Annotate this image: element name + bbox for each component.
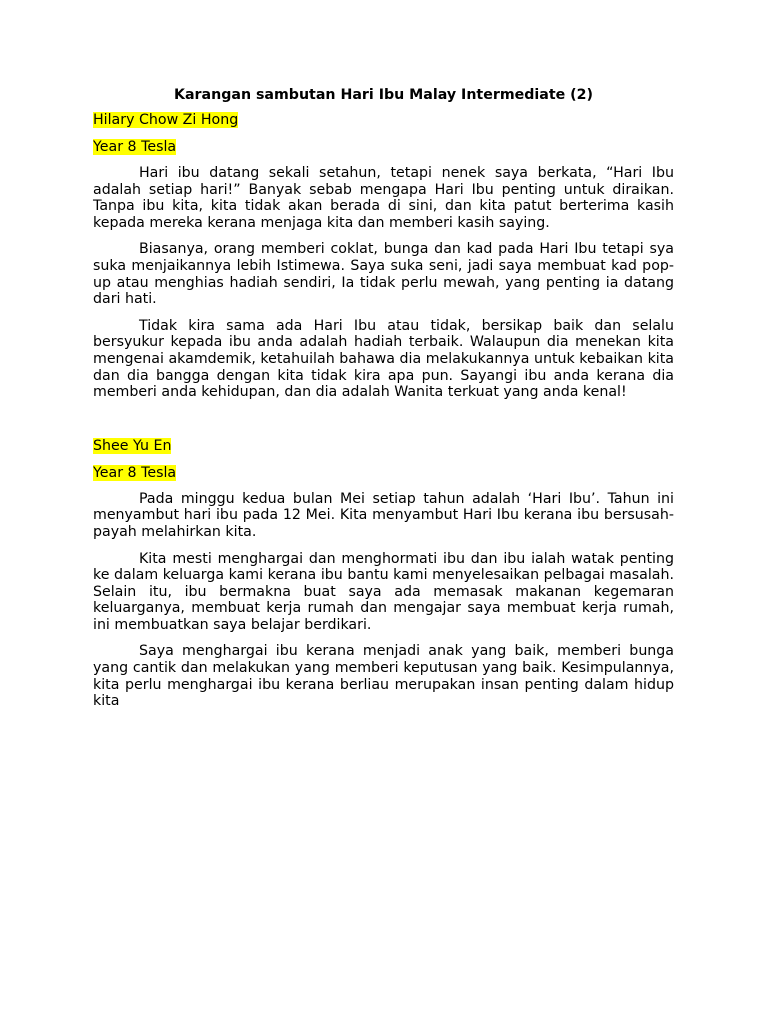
essay-entry-1 <box>93 111 674 401</box>
author-line <box>93 111 674 129</box>
author-name: Shee Yu En <box>93 437 172 454</box>
paragraph: Tidak kira sama ada Hari Ibu atau tidak, bersikap baik dan selalu bersyukur kepada ibu anda adalah hadiah terbaik. Walaupun dia menekan kita mengenai akamdemik, ketahuilah bahawa dia melakukannya untuk kebaikan kita dan dia bangga dengan kita tidak kira apa pun. Sayangi ibu anda kerana dia memberi anda kehidupan, dan dia adalah Wanita terkuat yang anda kenal! <box>93 317 674 401</box>
class-name: Year 8 Tesla <box>93 464 177 481</box>
paragraph: Saya menghargai ibu kerana menjadi anak yang baik, memberi bunga yang cantik dan melakukan yang memberi keputusan yang baik. Kesimpulannya, kita perlu menghargai ibu kerana berliau merupakan insan penting dalam hidup kita <box>93 643 674 710</box>
paragraph: Kita mesti menghargai dan menghormati ibu dan ibu ialah watak penting ke dalam keluarga kami kerana ibu bantu kami menyelesaikan pelbagai masalah. Selain itu, ibu bermakna buat saya ada memasak makanan kegemaran keluarganya, membuat kerja rumah dan mengajar saya membuat kerja rumah, ini membuatkan saya belajar berdikari. <box>93 550 674 633</box>
class-line <box>93 138 674 156</box>
author-name: Hilary Chow Zi Hong <box>93 112 239 128</box>
document-title: Karangan sambutan Hari Ibu Malay Intermediate (2) <box>173 87 594 103</box>
author-line <box>93 437 674 455</box>
document-page <box>93 86 674 720</box>
paragraph: Hari ibu datang sekali setahun, tetapi nenek saya berkata, “Hari Ibu adalah setiap hari!” Banyak sebab mengapa Hari Ibu penting untuk diraikan. Tanpa ibu kita, kita tidak akan berada di sini, dan kita patut berterima kasih kepada mereka kerana menjaga kita dan memberi kasih saying. <box>93 165 674 231</box>
paragraph: Biasanya, orang memberi coklat, bunga dan kad pada Hari Ibu tetapi sya suka menjaikannya lebih Istimewa. Saya suka seni, jadi saya membuat kad pop-up atau menghias hadiah sendiri, Ia tidak perlu mewah, yang penting ia datang dari hati. <box>93 241 674 308</box>
paragraph: Pada minggu kedua bulan Mei setiap tahun adalah ‘Hari Ibu’. Tahun ini menyambut hari ibu pada 12 Mei. Kita menyambut Hari Ibu kerana ibu bersusah-payah melahirkan kita. <box>93 490 674 540</box>
essay-entry-2 <box>93 437 674 710</box>
blank-line <box>93 411 674 437</box>
class-name: Year 8 Tesla <box>93 139 177 155</box>
class-line <box>93 464 674 482</box>
